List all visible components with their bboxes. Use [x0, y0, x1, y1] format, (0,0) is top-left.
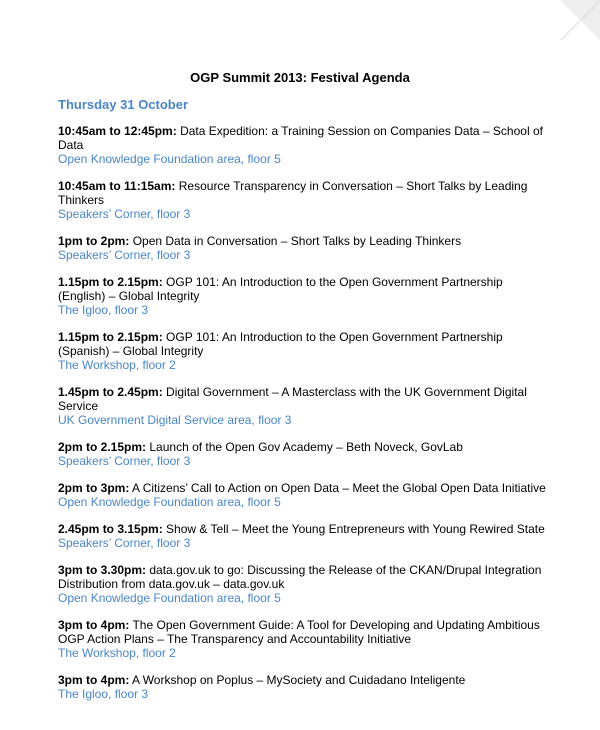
agenda-location: Open Knowledge Foundation area, floor 5 — [58, 591, 281, 605]
agenda-entry-text — [58, 563, 548, 591]
agenda-entry — [58, 385, 548, 428]
agenda-entry-text — [58, 385, 548, 413]
agenda-location: The Igloo, floor 3 — [58, 687, 149, 701]
agenda-entry — [58, 618, 548, 661]
agenda-time: 1.15pm to 2.15pm: — [58, 330, 163, 344]
agenda-time: 1.45pm to 2.45pm: — [58, 385, 163, 399]
agenda-entry-text — [58, 440, 548, 454]
agenda-time: 2pm to 3pm: — [58, 481, 130, 495]
agenda-entry — [58, 179, 548, 222]
agenda-entry — [58, 563, 548, 606]
agenda-location: Open Knowledge Foundation area, floor 5 — [58, 495, 281, 509]
agenda-entry-text — [58, 124, 548, 152]
agenda-time: 2.45pm to 3.15pm: — [58, 522, 163, 536]
agenda-time: 2pm to 2.15pm: — [58, 440, 147, 454]
agenda-location: Open Knowledge Foundation area, floor 5 — [58, 152, 281, 166]
page-corner-fold — [560, 0, 600, 40]
agenda-location: The Workshop, floor 2 — [58, 646, 176, 660]
agenda-description: The Open Government Guide: A Tool for Developing and Updating Ambitious OGP Action Plans – The Transparency and Accountability Initiative — [58, 618, 540, 646]
agenda-time: 3pm to 3.30pm: — [58, 563, 147, 577]
agenda-entry-text — [58, 618, 548, 646]
agenda-location: UK Government Digital Service area, floor 3 — [58, 413, 292, 427]
agenda-entry — [58, 275, 548, 318]
page-title: OGP Summit 2013: Festival Agenda — [190, 70, 410, 85]
agenda-location: Speakers’ Corner, floor 3 — [58, 207, 191, 221]
agenda-time: 10:45am to 12:45pm: — [58, 124, 177, 138]
agenda-entry — [58, 234, 548, 263]
agenda-entry — [58, 330, 548, 373]
agenda-location: Speakers’ Corner, floor 3 — [58, 454, 191, 468]
agenda-location: The Workshop, floor 2 — [58, 358, 176, 372]
agenda-entry-text — [58, 179, 548, 207]
agenda-time: 1pm to 2pm: — [58, 234, 130, 248]
agenda-entry-text — [58, 481, 548, 495]
agenda-description: Show & Tell – Meet the Young Entrepreneurs with Young Rewired State — [166, 522, 545, 536]
agenda-entry-text — [58, 275, 548, 303]
day-heading: Thursday 31 October — [58, 97, 189, 112]
agenda-location: The Igloo, floor 3 — [58, 303, 149, 317]
agenda-list — [58, 124, 548, 714]
agenda-entry — [58, 440, 548, 469]
agenda-description: data.gov.uk to go: Discussing the Release of the CKAN/Drupal Integration Distribution from data.gov.uk – data.gov.uk — [58, 563, 542, 591]
agenda-time: 3pm to 4pm: — [58, 673, 130, 687]
agenda-description: Launch of the Open Gov Academy – Beth Noveck, GovLab — [149, 440, 463, 454]
agenda-entry — [58, 522, 548, 551]
agenda-description: Digital Government – A Masterclass with the UK Government Digital Service — [58, 385, 527, 413]
agenda-location: Speakers’ Corner, floor 3 — [58, 536, 191, 550]
agenda-description: Resource Transparency in Conversation – Short Talks by Leading Thinkers — [58, 179, 528, 207]
agenda-entry-text — [58, 522, 548, 536]
agenda-location: Speakers’ Corner, floor 3 — [58, 248, 191, 262]
agenda-time: 3pm to 4pm: — [58, 618, 130, 632]
agenda-description: OGP 101: An Introduction to the Open Government Partnership (Spanish) – Global Integrity — [58, 330, 503, 358]
agenda-entry — [58, 673, 548, 702]
agenda-description: A Workshop on Poplus – MySociety and Cuidadano Inteligente — [132, 673, 466, 687]
agenda-description: A Citizens’ Call to Action on Open Data – Meet the Global Open Data Initiative — [132, 481, 546, 495]
agenda-entry — [58, 124, 548, 167]
agenda-description: Data Expedition: a Training Session on Companies Data – School of Data — [58, 124, 543, 152]
agenda-entry — [58, 481, 548, 510]
agenda-time: 1.15pm to 2.15pm: — [58, 275, 163, 289]
agenda-description: Open Data in Conversation – Short Talks by Leading Thinkers — [132, 234, 462, 248]
agenda-description: OGP 101: An Introduction to the Open Government Partnership (English) – Global Integrity — [58, 275, 503, 303]
agenda-time: 10:45am to 11:15am: — [58, 179, 176, 193]
agenda-entry-text — [58, 330, 548, 358]
agenda-entry-text — [58, 673, 548, 687]
agenda-entry-text — [58, 234, 548, 248]
